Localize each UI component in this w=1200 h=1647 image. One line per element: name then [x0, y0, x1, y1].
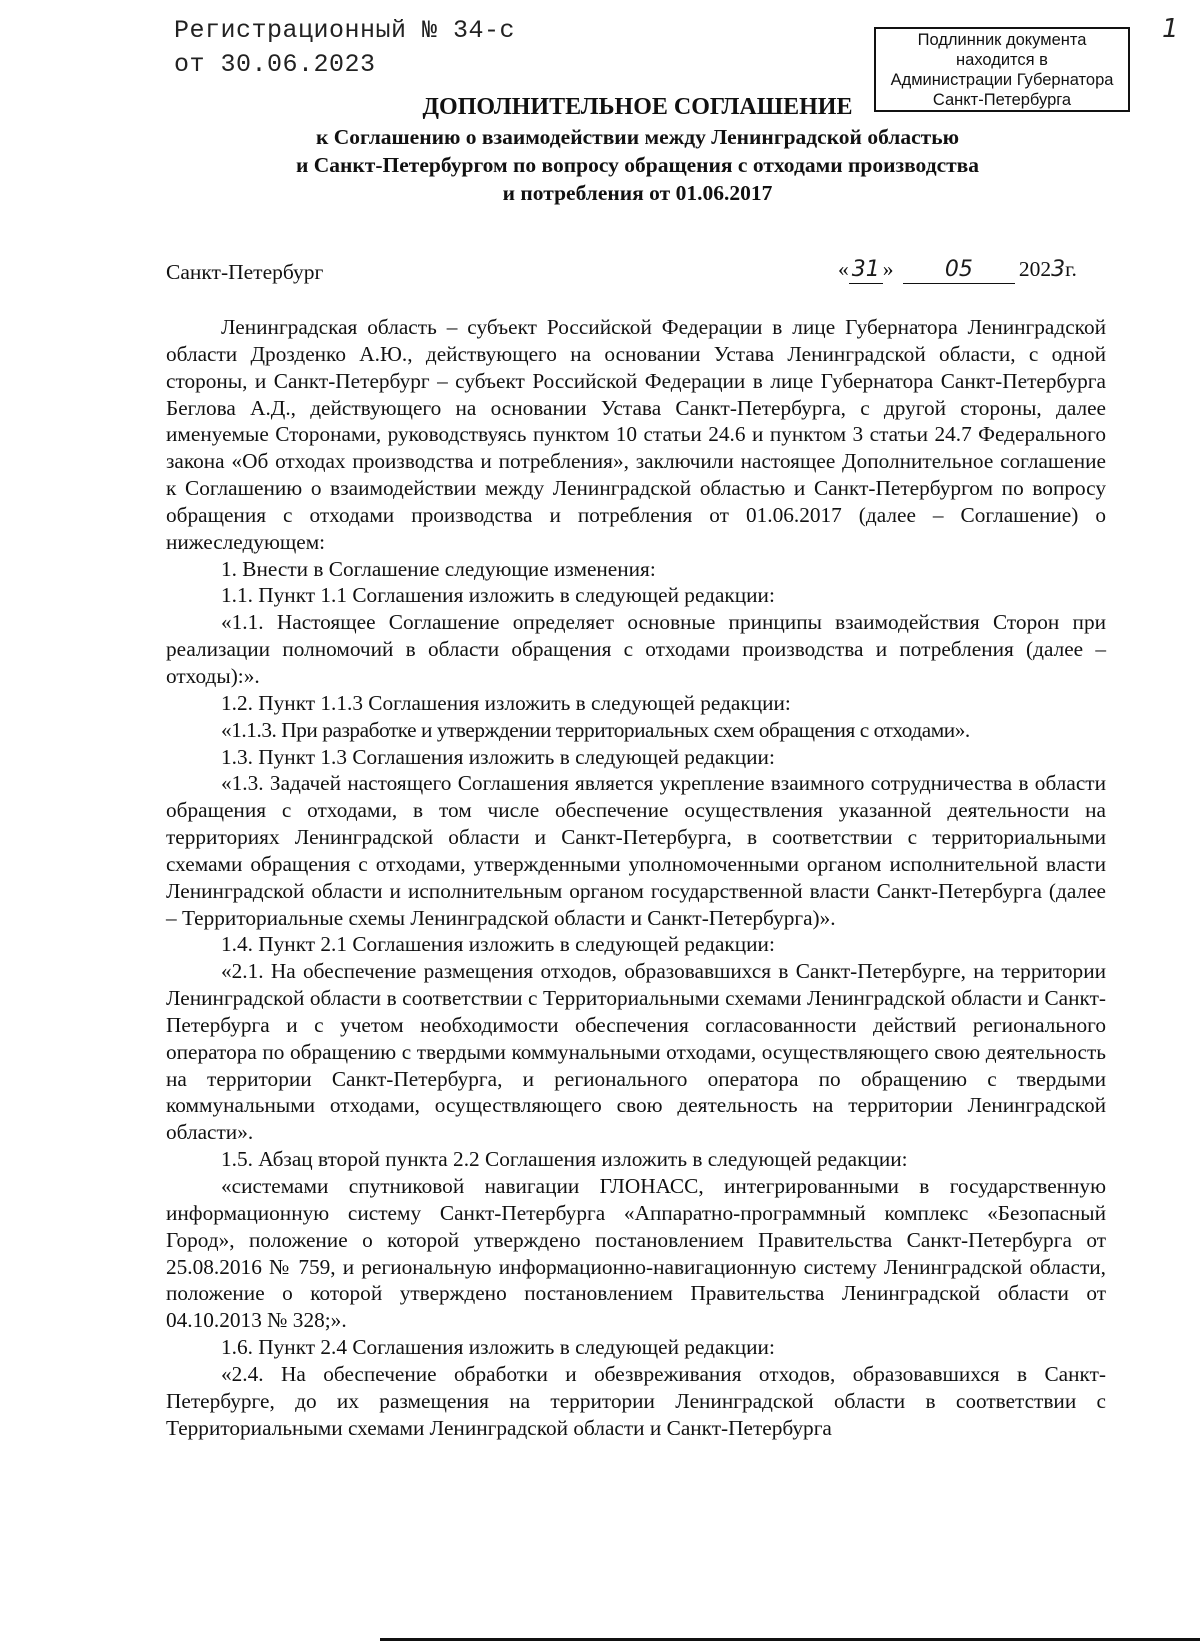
body-paragraph: «системами спутниковой навигации ГЛОНАСС, интегрированными в государственную информационную систему Санкт-Петербурга «Аппаратно-программный комплекс «Безопасный Город», положение о которой утверждено постановлением Правительства Санкт-Петербурга от 25.08.2016 № 759, и региональную информационно-навигационную систему Ленинградской области, положение о которой утверждено постановлением Правительства Ленинградской области от 04.10.2013 № 328;». [166, 1174, 1106, 1333]
body-paragraph: 1.1. Пункт 1.1 Соглашения изложить в следующей редакции: [221, 583, 775, 608]
signing-place: Санкт-Петербург [166, 260, 324, 284]
body-paragraph: 1. Внести в Соглашение следующие изменения: [221, 556, 656, 581]
registration-number: Регистрационный № 34-с [174, 16, 516, 45]
date-close-quote: » [882, 257, 894, 281]
stamp-line: Администрации Губернатора [890, 71, 1114, 89]
document-title: ДОПОЛНИТЕЛЬНОЕ СОГЛАШЕНИЕ [422, 94, 853, 120]
body-paragraph: «1.1.3. При разработке и утверждении территориальных схем обращения с отходами». [221, 717, 970, 742]
scan-edge-line [380, 1638, 1200, 1641]
stamp-line: Подлинник документа [917, 31, 1087, 49]
date-day: 31 [851, 257, 880, 282]
stamp-line: Санкт-Петербурга [932, 91, 1072, 109]
body-paragraph: «2.4. На обеспечение обработки и обезвреживания отходов, образовавшихся в Санкт-Петербурге, до их размещения на территории Ленинградской области в соответствии с Территориальными схемами Ленинградской области и Санкт-Петербурга [166, 1361, 1106, 1440]
document-subtitle-line: и Санкт-Петербургом по вопросу обращения с отходами производства [295, 153, 980, 177]
date-year-suffix: г. [1065, 257, 1077, 281]
document-subtitle-line: к Соглашению о взаимодействии между Ленинградской областью [315, 125, 960, 149]
date-year-digit: 3 [1051, 257, 1066, 282]
date-year-prefix: 202 [1018, 257, 1052, 281]
signing-date [838, 256, 1077, 284]
body-paragraph: «1.3. Задачей настоящего Соглашения является укрепление взаимного сотрудничества в области обращения с отходами, в том числе обеспечение осуществления указанной деятельности на территориях Ленинградской области и Санкт-Петербурга, в соответствии с территориальными схемами обращения с отходами, утвержденными уполномоченными органом исполнительной власти Ленинградской области и исполнительным органом государственной власти Санкт-Петербурга (далее – Территориальные схемы Ленинградской области и Санкт-Петербурга)». [166, 771, 1106, 930]
date-month: 05 [944, 257, 973, 282]
body-paragraph: 1.3. Пункт 1.3 Соглашения изложить в следующей редакции: [221, 744, 775, 769]
document-subtitle-line: и потребления от 01.06.2017 [502, 181, 773, 205]
stamp-line: находится в [956, 51, 1048, 69]
body-paragraph: 1.2. Пункт 1.1.3 Соглашения изложить в следующей редакции: [221, 690, 791, 715]
preamble-paragraph: Ленинградская область – субъект Российской Федерации в лице Губернатора Ленинградской области Дрозденко А.Ю., действующего на основании Устава Ленинградской области, с одной стороны, и Санкт-Петербург – субъект Российской Федерации в лице Губернатора Санкт-Петербурга Беглова А.Д., действующего на основании Устава Санкт-Петербурга, с другой стороны, далее именуемые Сторонами, руководствуясь пунктом 10 статьи 24.6 и пунктом 3 статьи 24.7 Федерального закона «Об отходах производства и потребления», заключили настоящее Дополнительное соглашение к Соглашению о взаимодействии между Ленинградской областью и Санкт-Петербургом по вопросу обращения с отходами производства и потребления от 01.06.2017 (далее – Соглашение) о нижеследующем: [166, 315, 1106, 554]
page-number: 1 [1162, 14, 1179, 44]
body-paragraph: «2.1. На обеспечение размещения отходов, образовавшихся в Санкт-Петербурге, на территории Ленинградской области в соответствии с Территориальными схемами Ленинградской области и Санкт-Петербурга и с учетом необходимости обеспечения согласованности действий регионального оператора по обращению с твердыми коммунальными отходами, осуществляющего свою деятельность на территории Санкт-Петербурга, и регионального оператора по обращению с твердыми коммунальными отходами, осуществляющего свою деятельность на территории Ленинградской области». [166, 959, 1106, 1145]
body-paragraph: 1.4. Пункт 2.1 Соглашения изложить в следующей редакции: [221, 932, 775, 957]
body-paragraph: 1.5. Абзац второй пункта 2.2 Соглашения изложить в следующей редакции: [221, 1147, 908, 1172]
body-paragraph: 1.6. Пункт 2.4 Соглашения изложить в следующей редакции: [221, 1335, 775, 1360]
document-body [166, 314, 1106, 1441]
registration-date: от 30.06.2023 [174, 50, 376, 79]
body-paragraph: «1.1. Настоящее Соглашение определяет основные принципы взаимодействия Сторон при реализации полномочий в области обращения с отходами производства и потребления (далее – отходы):». [166, 610, 1106, 688]
date-open-quote: « [838, 257, 849, 281]
